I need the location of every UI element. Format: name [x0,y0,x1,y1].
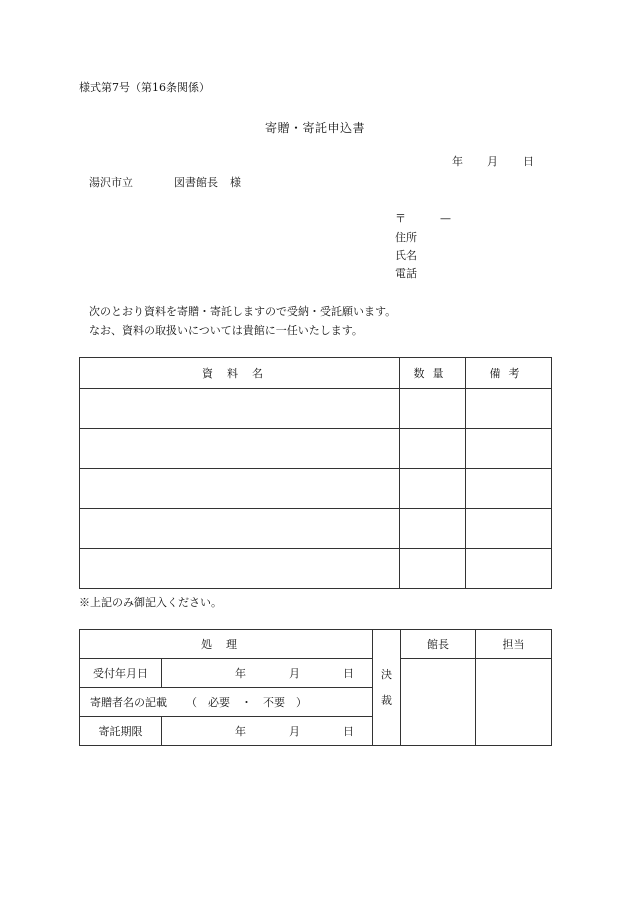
donor-name-record-label: 寄贈者名の記載 [90,696,167,709]
item-quantity-cell[interactable] [400,469,466,509]
item-remarks-cell[interactable] [466,429,552,469]
header-item-name: 資料名 [80,358,400,389]
items-table [79,357,552,589]
form-number: 様式第7号（第16条関係） [79,81,210,94]
item-quantity-cell[interactable] [400,429,466,469]
item-quantity-cell[interactable] [400,389,466,429]
phone-label: 電話 [395,267,417,280]
item-quantity-cell[interactable] [400,549,466,589]
body-text-line-2: なお、資料の取扱いについては貴館に一任いたします。 [89,324,363,337]
received-year-label: 年 [235,667,246,680]
received-date-field[interactable] [162,659,373,688]
director-seal-box[interactable] [401,659,476,746]
header-quantity: 数量 [400,358,466,389]
item-name-cell[interactable] [80,509,400,549]
deposit-period-field[interactable] [162,717,373,746]
item-name-cell[interactable] [80,429,400,469]
deposit-month-label: 月 [289,725,300,738]
table-row [80,509,552,549]
address-label: 住所 [395,231,417,244]
staff-seal-box[interactable] [476,659,552,746]
table-row [80,389,552,429]
addressee-honorific: 様 [230,176,241,189]
item-name-cell[interactable] [80,389,400,429]
item-remarks-cell[interactable] [466,509,552,549]
postal-dash: — [440,212,451,225]
item-remarks-cell[interactable] [466,389,552,429]
items-table-header-row [80,358,552,389]
decision-label-text: 決裁 [381,667,392,707]
donor-name-record-row [80,688,373,717]
name-label: 氏名 [395,249,417,262]
postal-mark: 〒 [395,212,406,225]
staff-label: 担当 [476,630,552,659]
director-label: 館長 [401,630,476,659]
received-date-label: 受付年月日 [80,659,162,688]
document-title: 寄贈・寄託申込書 [264,121,365,135]
item-remarks-cell[interactable] [466,549,552,589]
item-name-cell[interactable] [80,469,400,509]
received-month-label: 月 [289,667,300,680]
date-month-label: 月 [487,155,498,168]
deposit-period-label: 寄託期限 [80,717,162,746]
item-quantity-cell[interactable] [400,509,466,549]
donor-name-record-options[interactable]: （ 必要 ・ 不要 ） [186,696,307,709]
body-text-line-1: 次のとおり資料を寄贈・寄託しますので受納・受託願います。 [89,305,397,318]
date-day-label: 日 [523,155,534,168]
received-day-label: 日 [343,667,354,680]
table-row [80,429,552,469]
addressee-city: 湯沢市立 [89,176,133,189]
deposit-day-label: 日 [343,725,354,738]
item-name-cell[interactable] [80,549,400,589]
date-year-label: 年 [452,155,463,168]
table-row [80,549,552,589]
processing-header: 処理 [80,630,373,659]
header-remarks: 備考 [466,358,552,389]
note-text: ※上記のみ御記入ください。 [79,596,222,609]
deposit-year-label: 年 [235,725,246,738]
table-row [80,469,552,509]
decision-label [373,630,401,746]
addressee-position: 図書館長 [174,176,218,189]
item-remarks-cell[interactable] [466,469,552,509]
processing-table [79,629,552,746]
